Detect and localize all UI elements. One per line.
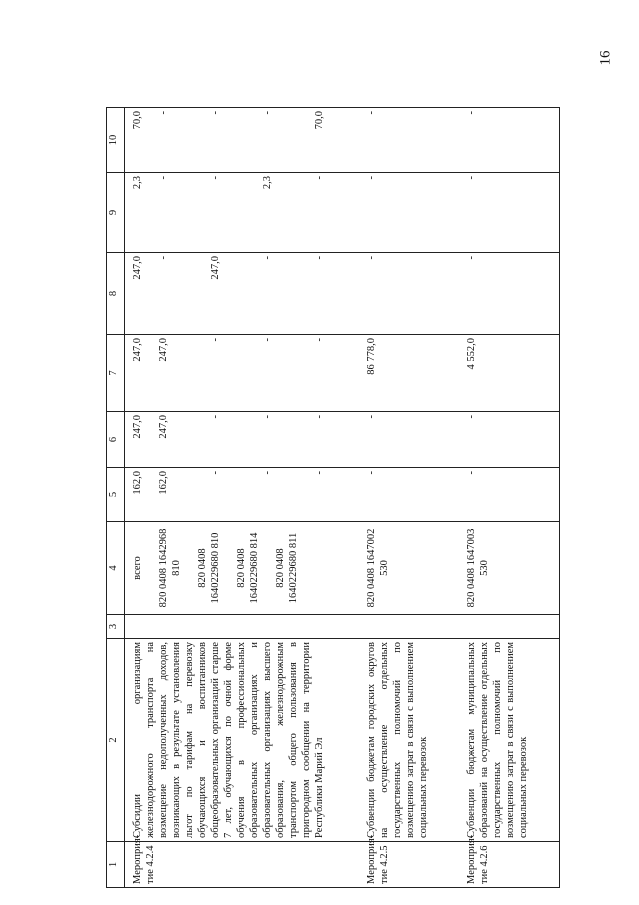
header-cell: 5 <box>107 468 125 522</box>
value-cell-col6: - <box>359 412 459 468</box>
budget-code-cell: 820 0408 1647003 530 <box>459 522 560 615</box>
value-cell-col6: - <box>459 412 560 468</box>
value: 2,3 <box>262 176 273 190</box>
value: - <box>210 415 221 419</box>
value-cell-col8: - <box>359 253 459 335</box>
value: - <box>158 176 169 180</box>
measure-id-cell: Мероприя-тие 4.2.4 <box>125 842 360 888</box>
measure-description-cell: Субвенции бюджетам муниципальных образований на осуществление отдельных государственных полномочий по возмещению затрат в связи с выполнением социальных перевозок <box>459 639 560 842</box>
value: 70,0 <box>132 111 143 130</box>
value-cell-col6 <box>125 412 360 468</box>
value-cell-col8: - <box>459 253 560 335</box>
value: 70,0 <box>314 111 325 130</box>
value: 247,0 <box>132 256 143 280</box>
measure-id-cell: Мероприя-тие 4.2.6 <box>459 842 560 888</box>
value: 247,0 <box>132 338 143 362</box>
header-cell: 2 <box>107 639 125 842</box>
header-cell: 9 <box>107 173 125 253</box>
value-cell-col5: - <box>459 468 560 522</box>
value: 247,0 <box>210 256 221 280</box>
value: - <box>262 111 273 115</box>
budget-code: 820 0408 1640229680 810 <box>197 532 221 604</box>
value: 162,0 <box>132 471 143 495</box>
value: - <box>314 415 325 419</box>
budget-code: 820 0408 1640229680 814 <box>236 532 260 604</box>
header-cell: 4 <box>107 522 125 615</box>
header-cell: 7 <box>107 335 125 412</box>
table-row <box>459 108 560 888</box>
value: - <box>210 111 221 115</box>
value: - <box>210 471 221 475</box>
value: - <box>314 338 325 342</box>
value: - <box>262 256 273 260</box>
table-row <box>125 108 360 888</box>
header-cell: 8 <box>107 253 125 335</box>
value: - <box>314 471 325 475</box>
measure-description-cell: Субвенции бюджетам городских округов на осуществление отдельных государственных полномочий по возмещению затрат в связи с выполнением социальных перевозок <box>359 639 459 842</box>
page-number: 16 <box>597 50 614 66</box>
budget-table <box>106 107 560 888</box>
value-cell-col9: - <box>459 173 560 253</box>
value-cell-col7: 86 778,0 <box>359 335 459 412</box>
budget-code-total: всего <box>132 556 143 580</box>
value: 2,3 <box>132 176 143 190</box>
value-cell-col10 <box>125 108 360 173</box>
value: - <box>210 176 221 180</box>
value: - <box>262 471 273 475</box>
value: - <box>210 338 221 342</box>
value: - <box>314 256 325 260</box>
budget-code: 820 0408 1642968 810 <box>158 528 182 608</box>
value: - <box>314 176 325 180</box>
value-cell-col7 <box>125 335 360 412</box>
value-cell-col8 <box>125 253 360 335</box>
col3-cell <box>125 615 360 639</box>
value: - <box>158 111 169 115</box>
budget-code-cell <box>125 522 360 615</box>
measure-id-cell: Мероприя-тие 4.2.5 <box>359 842 459 888</box>
header-row <box>107 108 125 888</box>
value: 247,0 <box>158 338 169 362</box>
header-cell: 3 <box>107 615 125 639</box>
header-cell: 10 <box>107 108 125 173</box>
value-cell-col5 <box>125 468 360 522</box>
budget-code: 820 0408 1640229680 811 <box>275 532 299 604</box>
value-cell-col9 <box>125 173 360 253</box>
value: - <box>262 415 273 419</box>
value: 162,0 <box>158 471 169 495</box>
rotated-budget-table-sheet <box>106 108 631 888</box>
value: 247,0 <box>158 415 169 439</box>
value: - <box>262 338 273 342</box>
budget-code-cell: 820 0408 1647002 530 <box>359 522 459 615</box>
header-cell: 6 <box>107 412 125 468</box>
table-row <box>359 108 459 888</box>
value-cell-col10: - <box>459 108 560 173</box>
measure-description-cell: Субсидии организациям железнодорожного транспорта на возмещение недополученных доходов, возникающих в результате установления льгот по тарифам на перевозку обучающихся и воспитанников общеобразовательных организаций старше 7 лет, обучающихся по очной форме обучения в профессиональных образовательных организациях и образовательных организациях высшего образования, железнодорожным транспортом общего пользования в пригородном сообщении на территории Республики Марий Эл <box>125 639 360 842</box>
value: - <box>158 256 169 260</box>
col3-cell <box>359 615 459 639</box>
value-cell-col5: - <box>359 468 459 522</box>
value-cell-col10: - <box>359 108 459 173</box>
value-cell-col7: 4 552,0 <box>459 335 560 412</box>
col3-cell <box>459 615 560 639</box>
value-cell-col9: - <box>359 173 459 253</box>
value: 247,0 <box>132 415 143 439</box>
header-cell: 1 <box>107 842 125 888</box>
